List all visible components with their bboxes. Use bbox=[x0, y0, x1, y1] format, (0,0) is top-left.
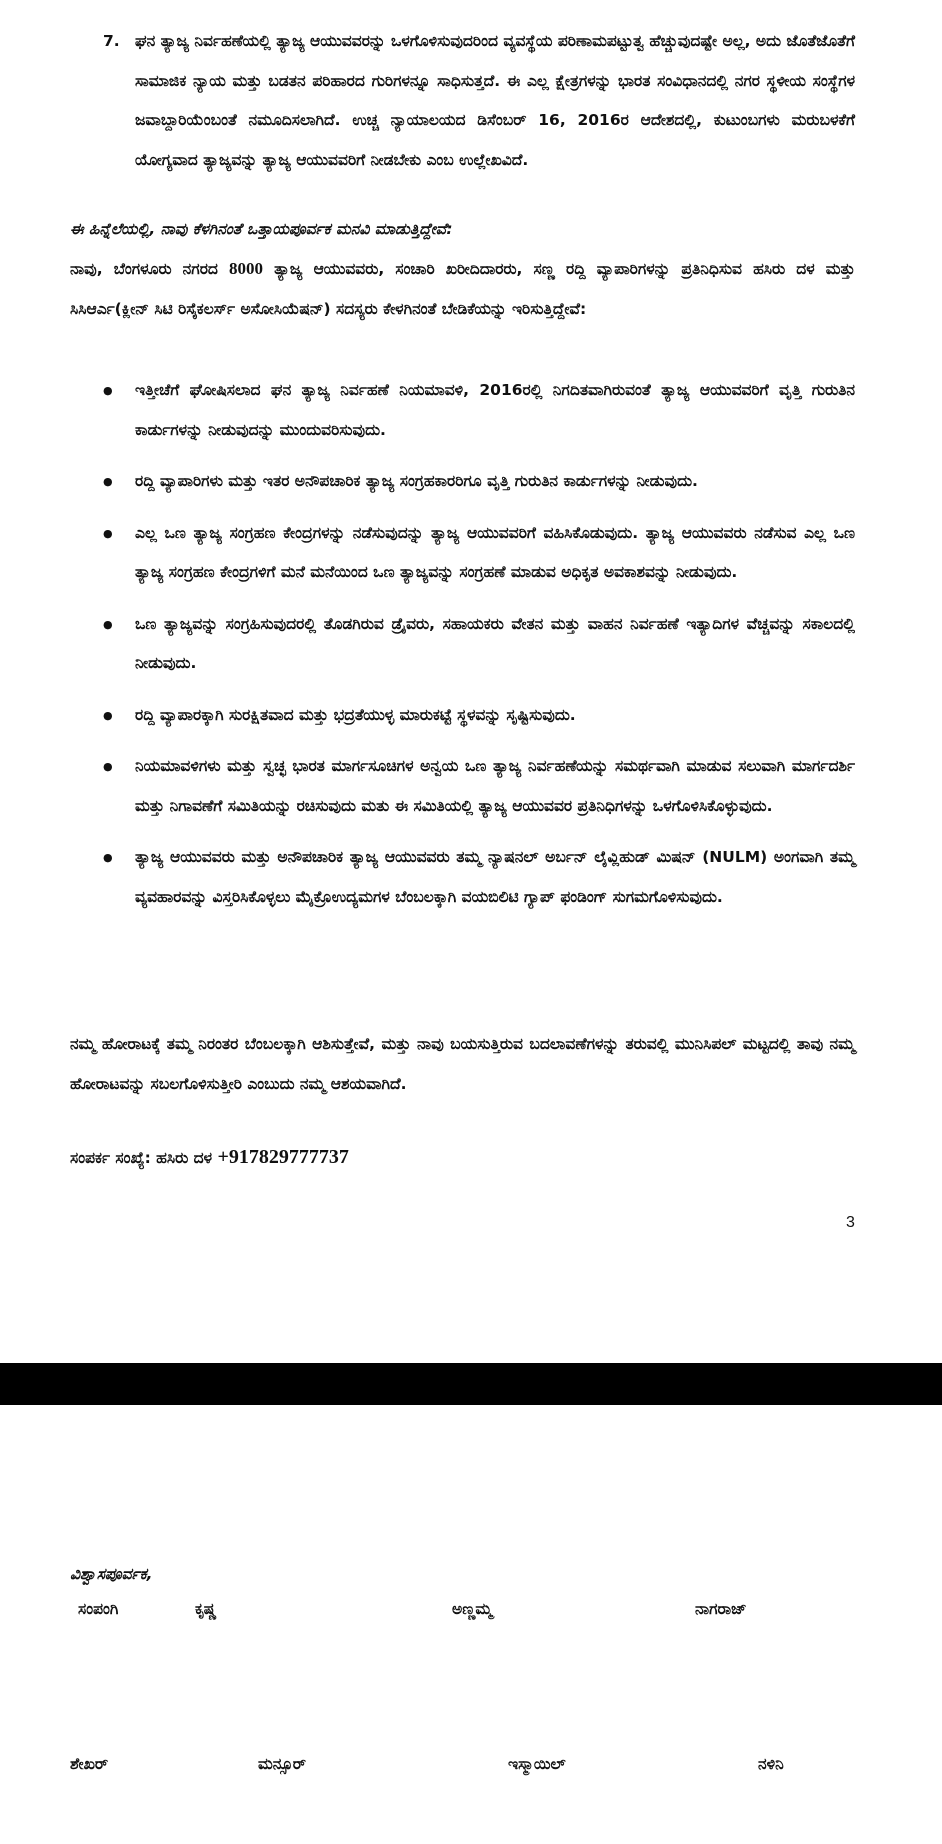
request-heading: ಈ ಹಿನ್ನೆಲೆಯಲ್ಲಿ, ನಾವು ಕೆಳಗಿನಂತೆ ಒತ್ತಾಯಪೂರ್ವಕ ಮನವಿ ಮಾಡುತ್ತಿದ್ದೇವೆ: bbox=[70, 220, 453, 238]
contact-label: ಸಂಪರ್ಕ ಸಂಖ್ಯೆ: ಹಸಿರು ದಳ bbox=[70, 1149, 218, 1167]
list-item: ● ಒಣ ತ್ಯಾಜ್ಯವನ್ನು ಸಂಗ್ರಹಿಸುವುದರಲ್ಲಿ ತೊಡಗಿರುವ ಡ್ರೈವರು, ಸಹಾಯಕರು ವೇತನ ಮತ್ತು ವಾಹನ ನಿರ್ವಹಣೆ ಇತ್ಯಾದಿಗಳ ವೆಚ್ಚವನ್ನು ಸಕಾಲದಲ್ಲಿ ನೀಡುವುದು. bbox=[70, 605, 855, 684]
demand-intro-rest: ತ್ಯಾಜ್ಯ ಆಯುವವರು, ಸಂಚಾರಿ ಖರೀದಿದಾರರು, ಸಣ್ಣ ರದ್ದಿ ವ್ಯಾಪಾರಿಗಳನ್ನು ಪ್ರತಿನಿಧಿಸುವ ಹಸಿರು ದಳ ಮತ್ತು ಸಿಸಿಆರ್ಎ(ಕ್ಲೀನ್ ಸಿಟಿ ರಿಸೈಕಲರ್ಸ್ ಅಸೋಸಿಯೆಷನ್) ಸದಸ್ಯರು ಕೇಳಗಿನಂತೆ ಬೇಡಿಕೆಯನ್ನು ಇರಿಸುತ್ತಿದ್ದೇವೆ: bbox=[70, 260, 855, 318]
closing-paragraph: ನಮ್ಮ ಹೋರಾಟಕ್ಕೆ ತಮ್ಮ ನಿರಂತರ ಬೆಂಬಲಕ್ಕಾಗಿ ಆಶಿಸುತ್ತೇವೆ, ಮತ್ತು ನಾವು ಬಯಸುತ್ತಿರುವ ಬದಲಾವಣೆಗಳನ್ನು ತರುವಲ್ಲಿ ಮುನಿಸಿಪಲ್ ಮಟ್ಟದಲ್ಲಿ ತಾವು ನಮ್ಮ ಹೋರಾಟವನ್ನು ಸಬಲಗೊಳಿಸುತ್ತೀರಿ ಎಂಬುದು ನಮ್ಮ ಆಶಯವಾಗಿದೆ. bbox=[70, 1035, 855, 1093]
numbered-item-7 bbox=[70, 22, 855, 180]
page-number: 3 bbox=[846, 1214, 855, 1231]
demand-intro-paragraph bbox=[70, 249, 855, 329]
signatory-name: ಕೃಷ್ಣ bbox=[195, 1600, 217, 1618]
signatory-name: ಸಂಪಂಗಿ bbox=[78, 1600, 119, 1618]
page-divider-bar bbox=[0, 1363, 942, 1405]
demands-list bbox=[70, 371, 855, 929]
list-item: ● ತ್ಯಾಜ್ಯ ಆಯುವವರು ಮತ್ತು ಅನೌಪಚಾರಿಕ ತ್ಯಾಜ್ಯ ಆಯುವವರು ತಮ್ಮ ನ್ಯಾಷನಲ್ ಅರ್ಬನ್ ಲೈವ್ಲಿಹುಡ್ ಮಿಷನ್ (NULM) ಅಂಗವಾಗಿ ತಮ್ಮ ವ್ಯವಹಾರವನ್ನು ವಿಸ್ತರಿಸಿಕೊಳ್ಳಲು ಮೈಕ್ರೊಉದ್ಯಮಗಳ ಬೆಂಬಲಕ್ಕಾಗಿ ವಯಬಿಲಿಟಿ ಗ್ಯಾಪ್ ಫಂಡಿಂಗ್ ಸುಗಮಗೊಳಿಸುವುದು. bbox=[70, 838, 855, 917]
signatory-name: ಅಣ್ಣಮ್ಮ bbox=[452, 1600, 493, 1618]
contact-line bbox=[70, 1138, 349, 1179]
list-item: ● ರದ್ದಿ ವ್ಯಾಪಾರಕ್ಕಾಗಿ ಸುರಕ್ಷಿತವಾದ ಮತ್ತು ಭದ್ರತೆಯುಳ್ಳ ಮಾರುಕಟ್ಟೆ ಸ್ಥಳವನ್ನು ಸೃಷ್ಟಿಸುವುದು. bbox=[70, 696, 855, 736]
signatory-name: ನಳಿನಿ bbox=[758, 1755, 784, 1773]
list-item: ● ನಿಯಮಾವಳಿಗಳು ಮತ್ತು ಸ್ವಚ್ಛ ಭಾರತ ಮಾರ್ಗಸೂಚಿಗಳ ಅನ್ವಯ ಒಣ ತ್ಯಾಜ್ಯ ನಿರ್ವಹಣೆಯನ್ನು ಸಮರ್ಥವಾಗಿ ಮಾಡುವ ಸಲುವಾಗಿ ಮಾರ್ಗದರ್ಶಿ ಮತ್ತು ನಿಗಾವಣೆಗೆ ಸಮಿತಿಯನ್ನು ರಚಿಸುವುದು ಮತು ಈ ಸಮಿತಿಯಲ್ಲಿ ತ್ಯಾಜ್ಯ ಆಯುವವರ ಪ್ರತಿನಿಧಿಗಳನ್ನು ಒಳಗೊಳಿಸಿಕೊಳ್ಳುವುದು. bbox=[70, 747, 855, 826]
signatory-name: ಮನ್ಸೂರ್ bbox=[258, 1755, 306, 1773]
member-count: 8000 bbox=[229, 259, 263, 278]
list-item: ● ರದ್ದಿ ವ್ಯಾಪಾರಿಗಳು ಮತ್ತು ಇತರ ಅನೌಪಚಾರಿಕ ತ್ಯಾಜ್ಯ ಸಂಗ್ರಹಕಾರರಿಗೂ ವೃತ್ತಿ ಗುರುತಿನ ಕಾರ್ಡುಗಳನ್ನು ನೀಡುವುದು. bbox=[70, 462, 855, 502]
contact-phone: +917829777737 bbox=[217, 1146, 349, 1168]
item-text: ಘನ ತ್ಯಾಜ್ಯ ನಿರ್ವಹಣೆಯಲ್ಲಿ ತ್ಯಾಜ್ಯ ಆಯುವವರನ್ನು ಒಳಗೊಳಿಸುವುದರಿಂದ ವ್ಯವಸ್ಥೆಯ ಪರಿಣಾಮಪಟ್ಟುತ್ವ ಹೆಚ್ಚುವುದಷ್ಟೇ ಅಲ್ಲ, ಅದು ಜೊತೆಜೊತೆಗೆ ಸಾಮಾಜಿಕ ನ್ಯಾಯ ಮತ್ತು ಬಡತನ ಪರಿಹಾರದ ಗುರಿಗಳನ್ನೂ ಸಾಧಿಸುತ್ತದೆ. ಈ ಎಲ್ಲ ಕ್ಷೇತ್ರಗಳನ್ನು ಭಾರತ ಸಂವಿಧಾನದಲ್ಲಿ ನಗರ ಸ್ಥಳೀಯ ಸಂಸ್ಥೆಗಳ ಜವಾಬ್ದಾರಿಯೆಂಬಂತೆ ನಮೂದಿಸಲಾಗಿದೆ. ಉಚ್ಚ ನ್ಯಾಯಾಲಯದ ಡಿಸೆಂಬರ್ 16, 2016ರ ಆದೇಶದಲ್ಲಿ, ಕುಟುಂಬಗಳು ಮರುಬಳಕೆಗೆ ಯೋಗ್ಯವಾದ ತ್ಯಾಜ್ಯವನ್ನು ತ್ಯಾಜ್ಯ ಆಯುವವರಿಗೆ ನೀಡಬೇಕು ಎಂಬ ಉಲ್ಲೇಖವಿದೆ. bbox=[135, 32, 855, 169]
list-item: ● ಇತ್ತೀಚೆಗೆ ಘೋಷಿಸಲಾದ ಘನ ತ್ಯಾಜ್ಯ ನಿರ್ವಹಣೆ ನಿಯಮಾವಳಿ, 2016ರಲ್ಲಿ ನಿಗದಿತವಾಗಿರುವಂತೆ ತ್ಯಾಜ್ಯ ಆಯುವವರಿಗೆ ವೃತ್ತಿ ಗುರುತಿನ ಕಾರ್ಡುಗಳನ್ನು ನೀಡುವುದನ್ನು ಮುಂದುವರಿಸುವುದು. bbox=[70, 371, 855, 450]
item-number: 7. bbox=[103, 32, 120, 50]
signoff: ವಿಶ್ವಾಸಪೂರ್ವಕ, bbox=[70, 1565, 153, 1583]
signatory-name: ನಾಗರಾಜ್ bbox=[695, 1600, 747, 1618]
demand-intro-start: ನಾವು, ಬೆಂಗಳೂರು ನಗರದ bbox=[70, 260, 229, 278]
list-item: ● ಎಲ್ಲ ಒಣ ತ್ಯಾಜ್ಯ ಸಂಗ್ರಹಣ ಕೇಂದ್ರಗಳನ್ನು ನಡೆಸುವುದನ್ನು ತ್ಯಾಜ್ಯ ಆಯುವವರಿಗೆ ವಹಿಸಿಕೊಡುವುದು. ತ್ಯಾಜ್ಯ ಆಯುವವರು ನಡೆಸುವ ಎಲ್ಲ ಒಣ ತ್ಯಾಜ್ಯ ಸಂಗ್ರಹಣ ಕೇಂದ್ರಗಳಿಗೆ ಮನೆ ಮನೆಯಿಂದ ಒಣ ತ್ಯಾಜ್ಯವನ್ನು ಸಂಗ್ರಹಣೆ ಮಾಡುವ ಅಧಿಕೃತ ಅವಕಾಶವನ್ನು ನೀಡುವುದು. bbox=[70, 514, 855, 593]
signatory-name: ಶೇಖರ್ bbox=[70, 1755, 109, 1773]
signatory-name: ಇಸ್ಮಾಯಿಲ್ bbox=[508, 1755, 566, 1773]
